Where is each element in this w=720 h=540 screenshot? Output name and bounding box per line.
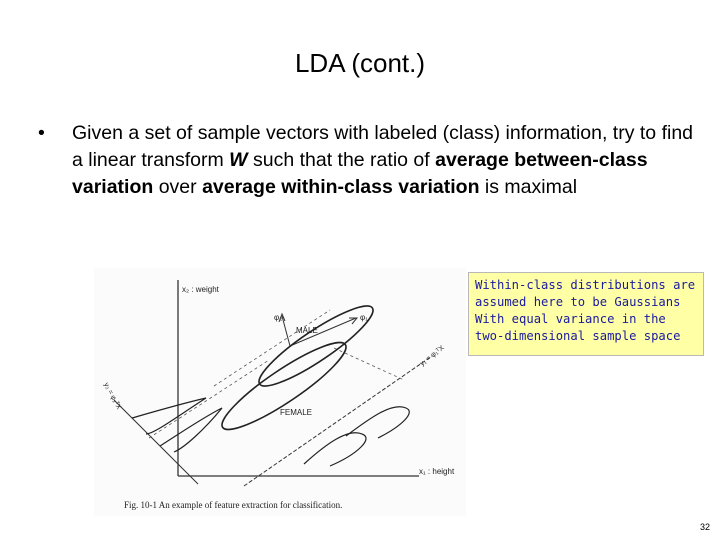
transform-symbol: W	[229, 149, 248, 171]
note-line: assumed here to be Gaussians	[475, 295, 681, 309]
bullet-text-part1: Given a set of sample vectors with labeled (class) information, try to find a linear transform	[72, 122, 694, 171]
phi1-label: φ₁	[360, 313, 368, 322]
bullet-point	[38, 120, 698, 201]
y2-projection-curve	[160, 408, 222, 452]
female-label: FEMALE	[280, 408, 313, 417]
figure-caption: Fig. 10-1 An example of feature extraction for classification.	[124, 500, 343, 510]
x-axis-label: x₁ : height	[419, 467, 455, 476]
within-class-term: average within-class variation	[202, 176, 480, 198]
between-class-term: average between-class variation	[72, 149, 648, 198]
phi2-label: φ₂	[274, 313, 283, 322]
bullet-text	[72, 120, 698, 201]
bullet-marker: •	[38, 122, 45, 144]
note-line: two-dimensional sample space	[475, 329, 681, 343]
page-number: 32	[699, 522, 710, 532]
y-axis-label: x₂ : weight	[182, 285, 219, 294]
projection-line	[149, 360, 269, 438]
male-label: MALE	[296, 326, 318, 335]
y1-label: y₁ = φ₁ᵀX	[418, 344, 446, 368]
bullet-text-part5: over	[153, 176, 203, 198]
y2-label: y₂ = φ₂ᵀX	[102, 381, 123, 411]
bullet-text-part3: such that the ratio of	[247, 149, 436, 171]
lda-figure	[94, 268, 466, 516]
slide-title: LDA (cont.)	[294, 48, 426, 78]
gaussian-note-box	[468, 272, 704, 356]
note-line: With equal variance in the	[475, 312, 666, 326]
y2-axis	[114, 400, 198, 484]
phi2-arrow	[282, 316, 290, 346]
note-line: Within-class distributions are	[475, 278, 696, 292]
bullet-text-part7: is maximal	[479, 176, 578, 198]
lda-figure-drawing	[94, 268, 466, 516]
